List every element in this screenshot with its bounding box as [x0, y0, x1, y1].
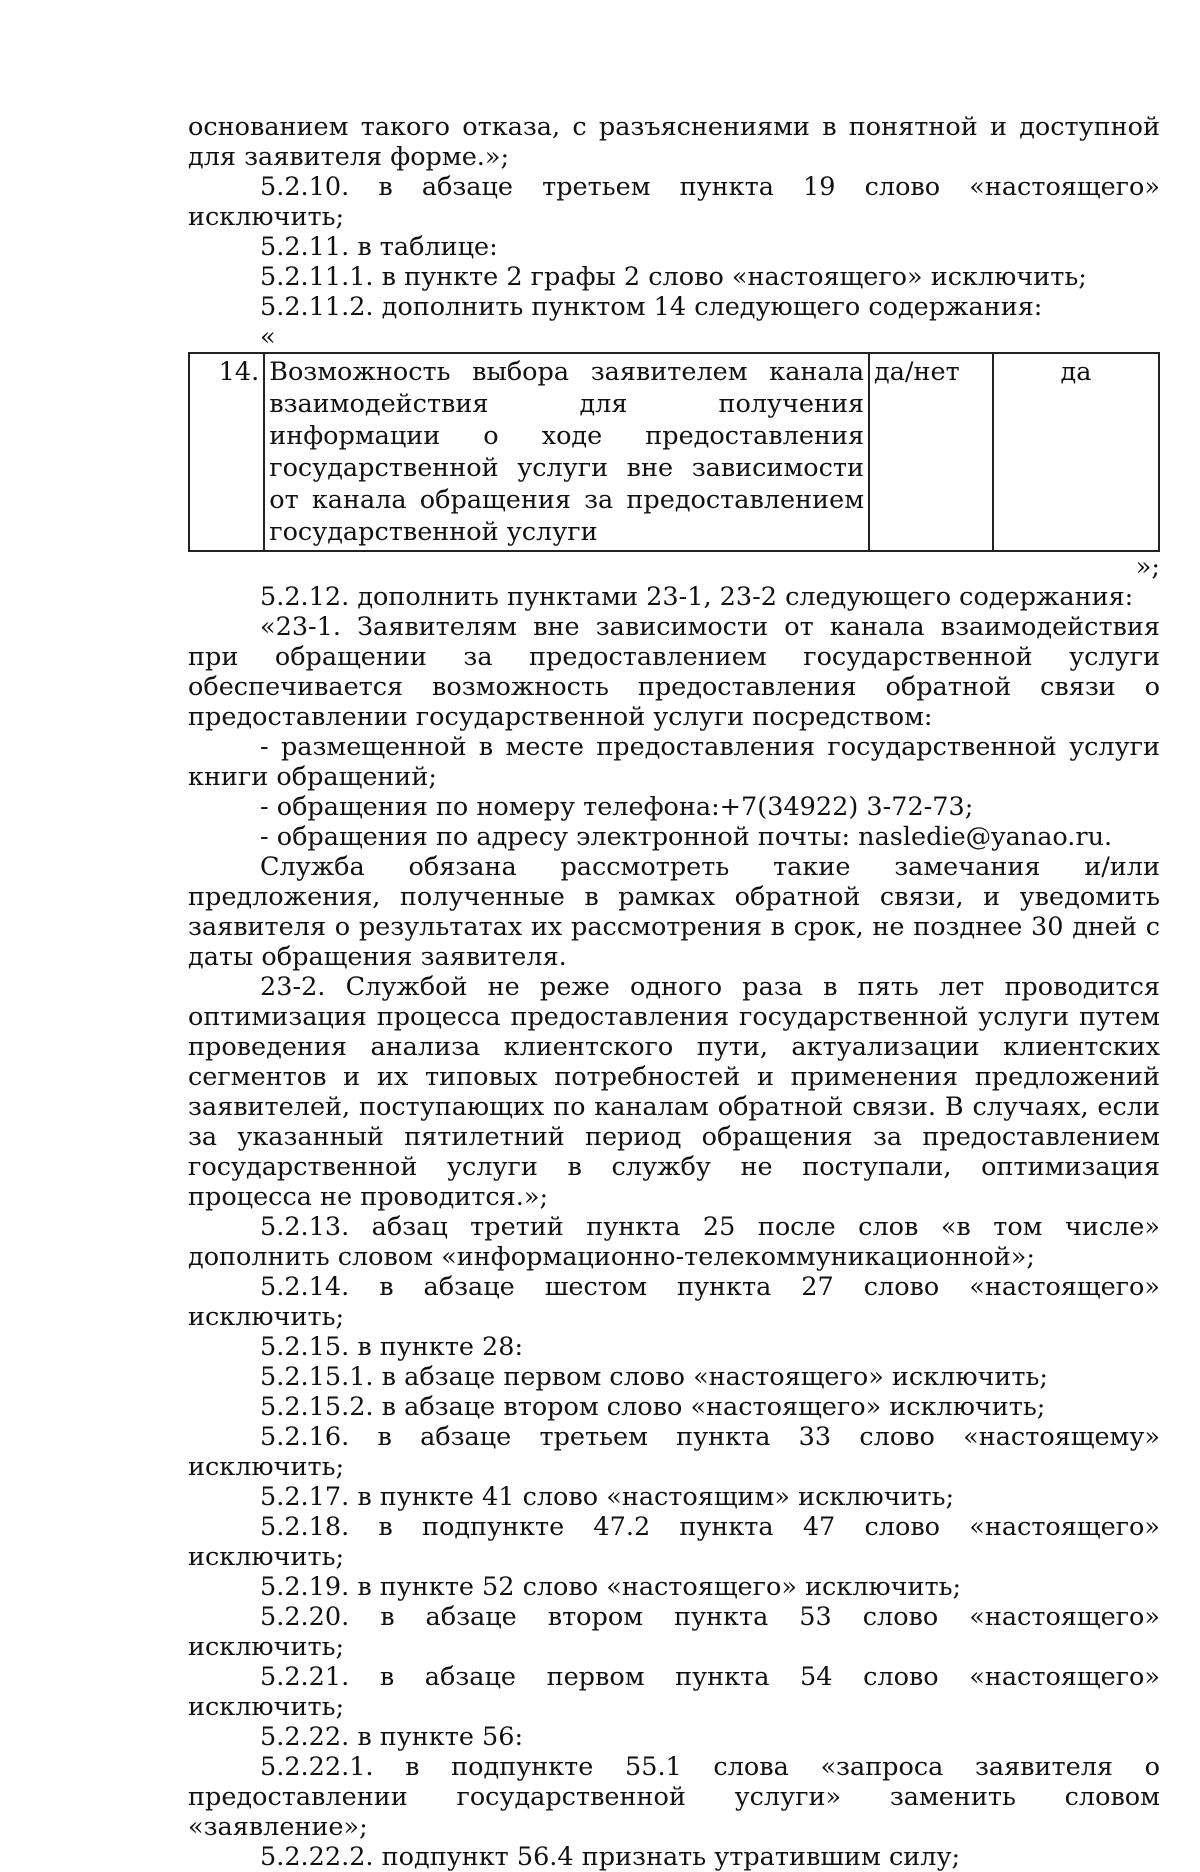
paragraph: 5.2.16. в абзаце третьем пункта 33 слово «настоящему» исключить; [188, 1422, 1160, 1482]
table-cell-options: да/нет [869, 353, 993, 551]
paragraph: 5.2.15.1. в абзаце первом слово «настоящего» исключить; [260, 1362, 1048, 1392]
paragraphs-after [188, 582, 1160, 1872]
inserted-table [188, 352, 1160, 552]
paragraph: 5.2.15.2. в абзаце втором слово «настоящего» исключить; [260, 1392, 1046, 1422]
paragraph: - размещенной в месте предоставления государственной услуги книги обращений; [188, 732, 1160, 792]
paragraph: 5.2.13. абзац третий пункта 25 после слов «в том числе» дополнить словом «информационно-телекоммуникационной»; [188, 1212, 1160, 1272]
table-cell-description: Возможность выбора заявителем канала взаимодействия для получения информации о ходе предоставления государственной услуги вне зависимости от канала обращения за предоставлением государственной услуги [264, 353, 869, 551]
quote-open-mark: « [260, 322, 276, 352]
paragraph: Служба обязана рассмотреть такие замечания и/или предложения, полученные в рамках обратной связи, и уведомить заявителя о результатах их рассмотрения в срок, не позднее 30 дней с даты обращения заявителя. [188, 852, 1160, 972]
paragraph: 5.2.18. в подпункте 47.2 пункта 47 слово «настоящего» исключить; [188, 1512, 1160, 1572]
paragraph: 5.2.22.1. в подпункте 55.1 слова «запроса заявителя о предоставлении государственной услуги» заменить словом «заявление»; [188, 1752, 1160, 1842]
paragraph: 5.2.12. дополнить пунктами 23-1, 23-2 следующего содержания: [260, 582, 1134, 612]
table-cell-value: да [993, 353, 1159, 551]
paragraph: - обращения по номеру телефона:+7(34922) 3-72-73; [260, 792, 974, 822]
paragraph: 5.2.10. в абзаце третьем пункта 19 слово «настоящего» исключить; [188, 172, 1160, 232]
paragraph: основанием такого отказа, с разъяснениями в понятной и доступной для заявителя форме.»; [188, 112, 1160, 172]
paragraph: - обращения по адресу электронной почты: nasledie@yanao.ru. [260, 822, 1113, 852]
paragraph: 5.2.19. в пункте 52 слово «настоящего» исключить; [260, 1572, 962, 1602]
paragraph: 5.2.11.2. дополнить пунктом 14 следующего содержания: [260, 292, 1043, 322]
paragraph: 5.2.21. в абзаце первом пункта 54 слово «настоящего» исключить; [188, 1662, 1160, 1722]
paragraph: 5.2.15. в пункте 28: [260, 1332, 524, 1362]
paragraph: 5.2.17. в пункте 41 слово «настоящим» исключить; [260, 1482, 955, 1512]
paragraph: 5.2.14. в абзаце шестом пункта 27 слово «настоящего» исключить; [188, 1272, 1160, 1332]
paragraphs-before [188, 112, 1160, 322]
table-row [189, 353, 1159, 551]
paragraph: «23-1. Заявителям вне зависимости от канала взаимодействия при обращении за предоставлением государственной услуги обеспечивается возможность предоставления обратной связи о предоставлении государственной услуги посредством: [188, 612, 1160, 732]
paragraph: 5.2.11.1. в пункте 2 графы 2 слово «настоящего» исключить; [260, 262, 1087, 292]
paragraph: 5.2.22. в пункте 56: [260, 1722, 524, 1752]
paragraph: 23-2. Службой не реже одного раза в пять лет проводится оптимизация процесса предоставления государственной услуги путем проведения анализа клиентского пути, актуализации клиентских сегментов и их типовых потребностей и применения предложений заявителей, поступающих по каналам обратной связи. В случаях, если за указанный пятилетний период обращения за предоставлением государственной услуги в службу не поступали, оптимизация процесса не проводится.»; [188, 972, 1160, 1212]
document-page [188, 112, 1160, 1872]
table-cell-number: 14. [189, 353, 264, 551]
paragraph: 5.2.22.2. подпункт 56.4 признать утратившим силу; [260, 1842, 961, 1872]
quote-close-mark: »; [1135, 552, 1160, 582]
paragraph: 5.2.11. в таблице: [260, 232, 498, 262]
paragraph: 5.2.20. в абзаце втором пункта 53 слово «настоящего» исключить; [188, 1602, 1160, 1662]
